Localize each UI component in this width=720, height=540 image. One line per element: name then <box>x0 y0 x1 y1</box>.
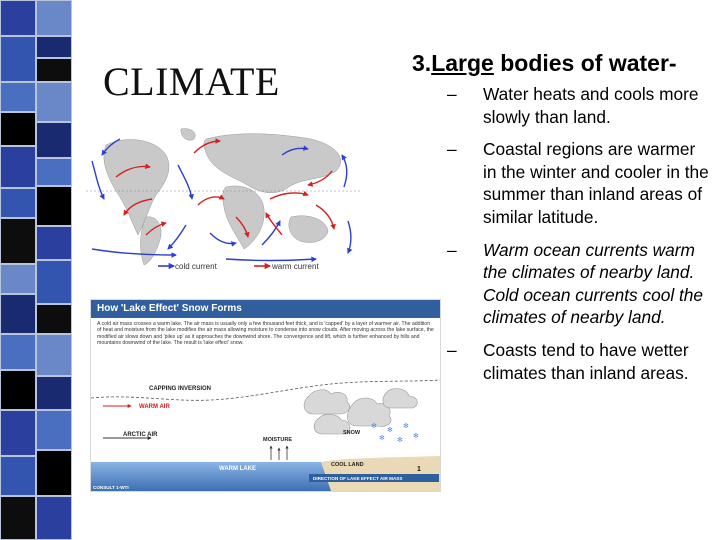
left-bar-tile <box>36 36 72 58</box>
heading-rest: bodies of water- <box>493 50 677 76</box>
heading-number: 3. <box>412 50 432 76</box>
bullet-text: Coasts tend to have wetter climates than inland areas. <box>483 339 689 383</box>
svg-text:✻: ✻ <box>403 423 409 430</box>
moisture-arrows <box>271 446 287 460</box>
left-bar-tile <box>36 82 72 122</box>
left-bar-tile <box>0 456 36 496</box>
warm-air-label: WARM AIR <box>139 404 170 410</box>
decorative-left-bar <box>0 0 72 540</box>
left-bar-tile <box>36 122 72 158</box>
left-bar-tile <box>0 218 36 264</box>
svg-text:✻: ✻ <box>379 435 385 442</box>
marker-label: 1 <box>417 466 421 473</box>
left-bar-tile <box>0 294 36 334</box>
left-bar-tile <box>0 496 36 540</box>
svg-text:✻: ✻ <box>397 437 403 444</box>
left-bar-tile <box>0 0 36 36</box>
warm-current-label: warm current <box>272 262 319 271</box>
moisture-label: MOISTURE <box>263 437 293 443</box>
left-bar-tile <box>0 264 36 294</box>
section-heading <box>412 50 677 77</box>
bullet-dash: – <box>447 239 457 260</box>
left-bar-tile <box>36 376 72 410</box>
left-bar-tile <box>36 410 72 450</box>
bullet-item <box>447 138 712 228</box>
bullet-dash: – <box>447 139 457 160</box>
bullet-item <box>447 339 712 384</box>
left-bar-tile <box>0 36 36 82</box>
slide-title: CLIMATE <box>103 59 280 104</box>
svg-text:✻: ✻ <box>371 423 377 430</box>
credit-label: CONSULT 1-WTI <box>93 485 129 490</box>
heading-underlined-word: Large <box>431 50 494 76</box>
left-bar-tile <box>0 112 36 146</box>
snow-label: SNOW <box>343 430 361 436</box>
bullet-dash: – <box>447 84 457 104</box>
bullet-text: Coastal regions are warmer in the winter and cooler in the summer than inland areas of similar latitude. <box>483 139 709 227</box>
infographic-body: A cold air mass crosses a warm lake. The air mass is usually only a few thousand feet thick, and is 'capped' by a layer of warmer air. The addition of heat and moisture from the lake modifies the air mass allowing moisture to condense into snow clouds. After moving across the lake surface, the modified air slows down and 'piles up' as it approaches the downwind shore. The convergence and lift, which is further enhanced by hills and mountains downwind of the lake. The result is 'lake effect' snow. <box>97 321 434 346</box>
bullet-dash: – <box>447 339 457 360</box>
cool-land-label: COOL LAND <box>331 462 364 468</box>
left-bar-tile <box>36 450 72 496</box>
left-bar-tile <box>36 226 72 260</box>
left-bar-tile <box>0 334 36 370</box>
left-bar-tile <box>0 146 36 188</box>
bullet-list <box>447 83 712 384</box>
left-bar-tile <box>36 186 72 226</box>
left-bar-tile <box>36 304 72 334</box>
capping-inversion-label: CAPPING INVERSION <box>149 386 212 392</box>
svg-text:✻: ✻ <box>387 427 393 434</box>
left-bar-tile <box>0 188 36 218</box>
left-bar-tile <box>36 158 72 186</box>
cold-current-label: cold current <box>175 262 217 271</box>
svg-text:✻: ✻ <box>413 433 419 440</box>
ocean-currents-map <box>86 125 362 277</box>
lake-effect-diagram <box>91 358 440 491</box>
left-bar-tile <box>0 82 36 112</box>
bullet-text: Warm ocean currents warm the climates of nearby land. Cold ocean currents cool the climates of nearby land. <box>483 239 703 328</box>
left-bar-tile <box>0 370 36 410</box>
left-bar-tile <box>36 334 72 376</box>
left-bar-tile <box>0 410 36 456</box>
lake-effect-infographic <box>90 299 441 492</box>
direction-label: DIRECTION OF LAKE EFFECT AIR MASS <box>313 476 403 481</box>
bullet-item <box>447 239 712 329</box>
snow-clouds <box>304 389 417 434</box>
bullet-text: Water heats and cools more slowly than land. <box>483 84 699 127</box>
arctic-air-label: ARCTIC AIR <box>123 432 158 438</box>
left-bar-tile <box>36 260 72 304</box>
left-bar-tile <box>36 0 72 36</box>
infographic-header: How 'Lake Effect' Snow Forms <box>91 300 440 318</box>
bullet-item <box>447 83 712 128</box>
left-bar-tile <box>36 58 72 82</box>
warm-lake-label: WARM LAKE <box>219 466 256 472</box>
left-bar-tile <box>36 496 72 540</box>
